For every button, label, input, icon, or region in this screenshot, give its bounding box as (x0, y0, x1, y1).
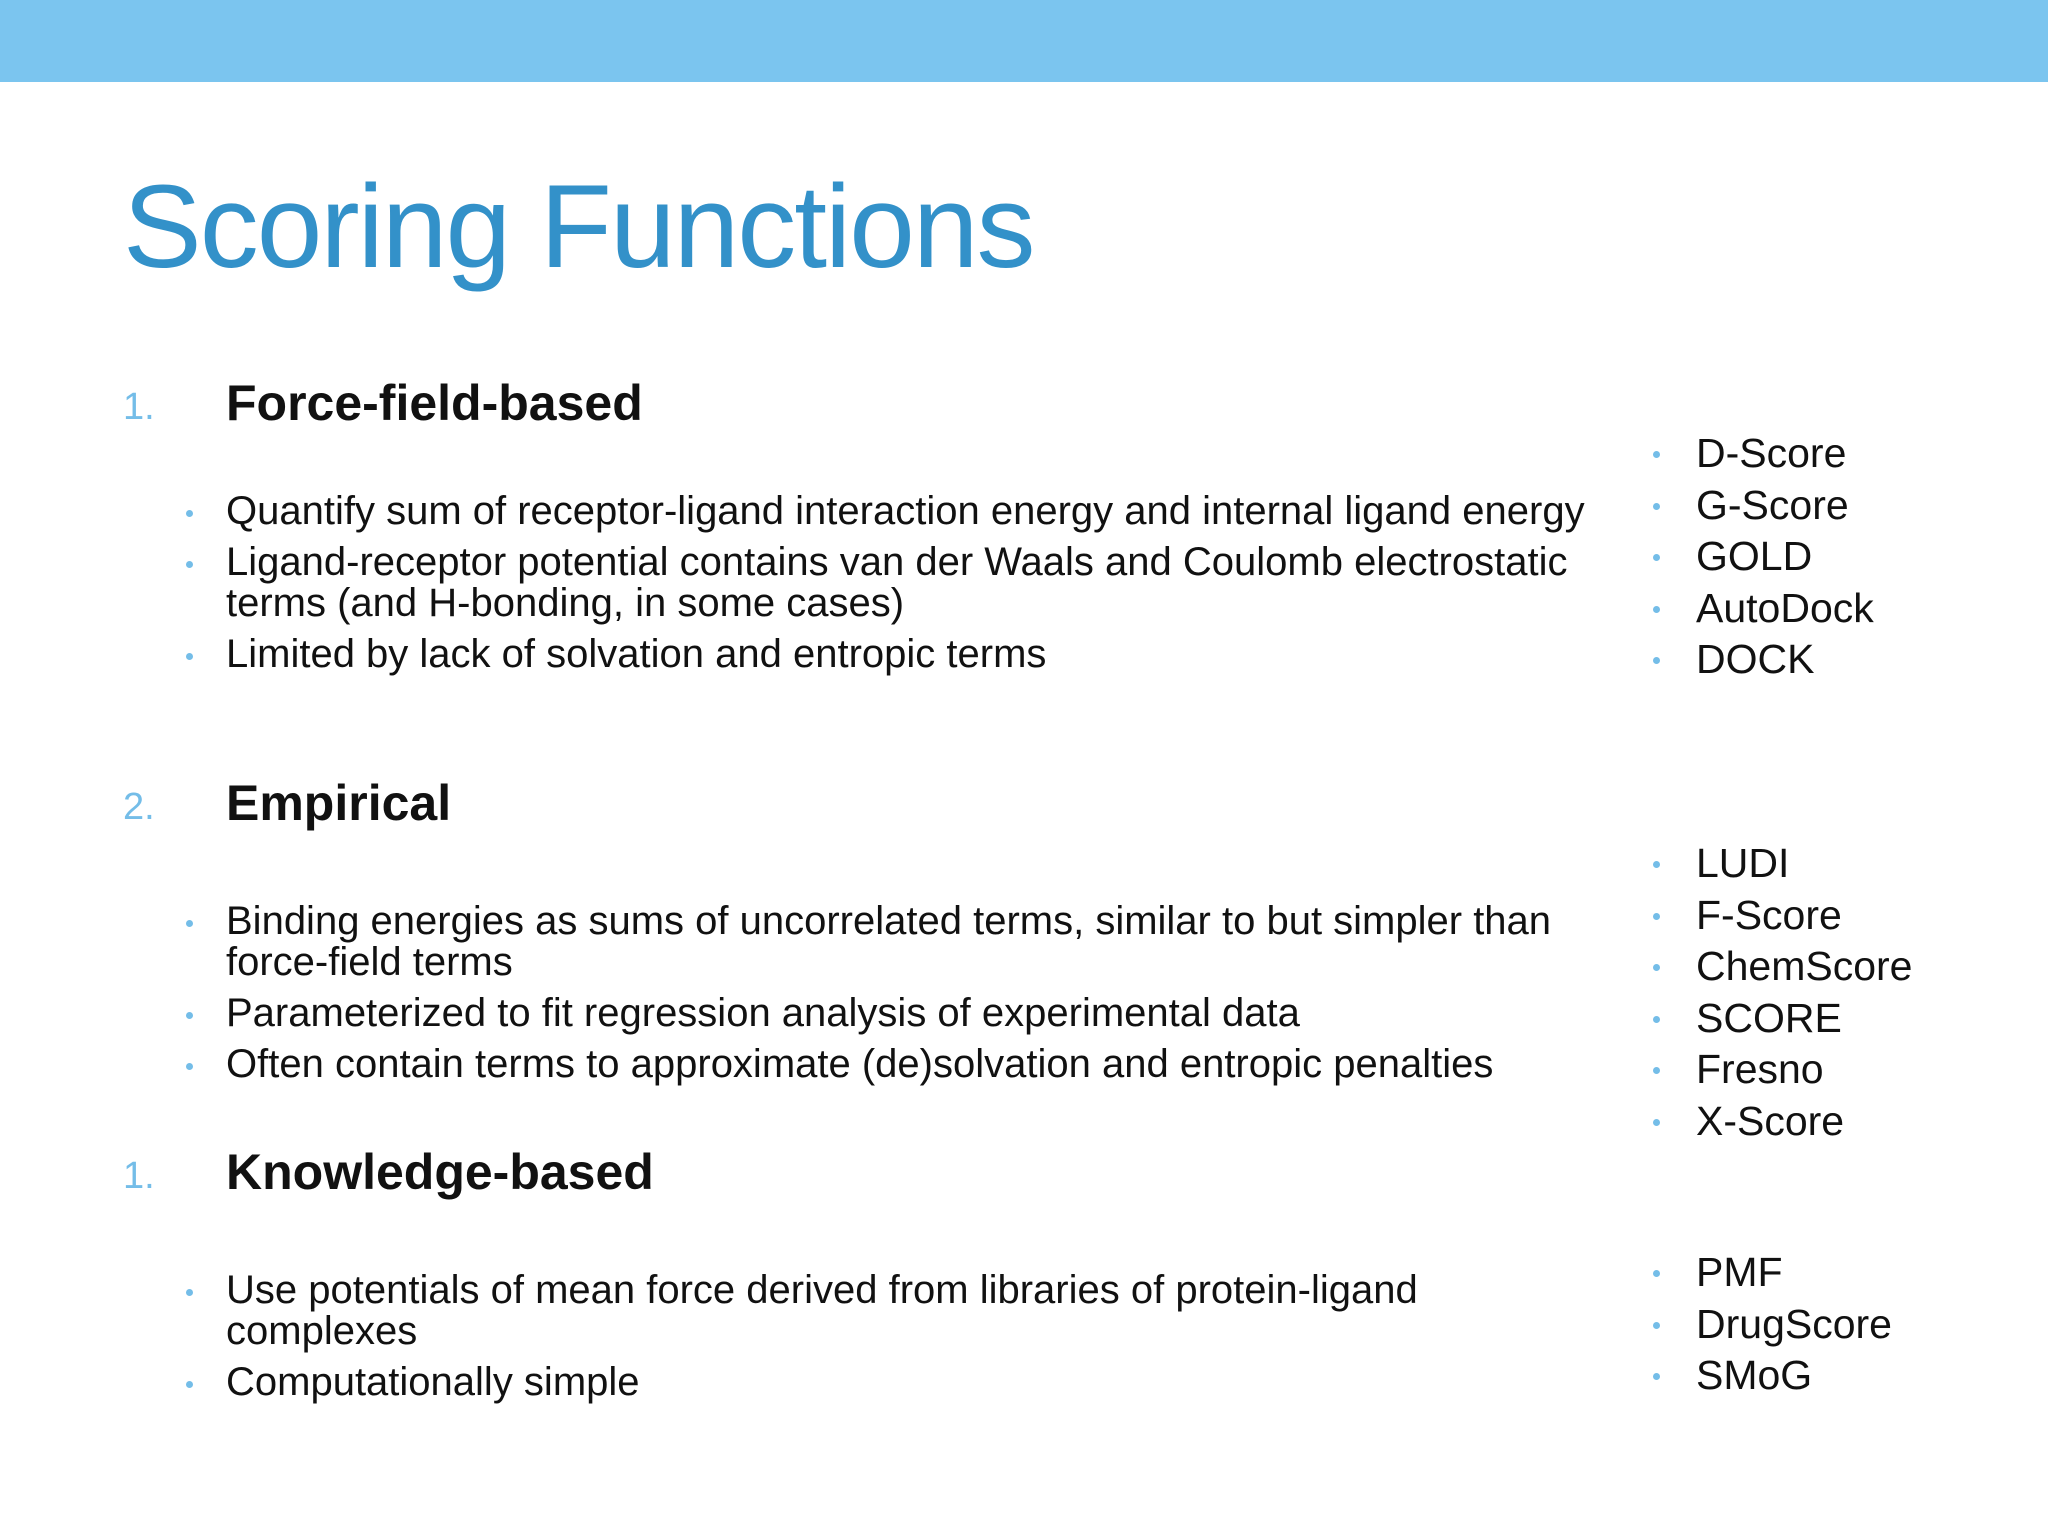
list-item: Limited by lack of solvation and entropic terms (180, 634, 1600, 675)
bullet-dot-icon (186, 920, 193, 927)
bullet-dot-icon (186, 1063, 193, 1070)
list-item: LUDI (1648, 838, 2028, 890)
bullet-dot-icon (1653, 606, 1660, 613)
section-number: 2. (123, 786, 155, 828)
section-title: Empirical (226, 775, 452, 831)
bullet-dot-icon (1653, 503, 1660, 510)
bullet-dot-icon (1653, 861, 1660, 868)
bullet-dot-icon (186, 1012, 193, 1019)
bullet-dot-icon (186, 1289, 193, 1296)
bullet-dot-icon (1653, 1119, 1660, 1126)
bullet-dot-icon (1653, 1322, 1660, 1329)
section-title: Force-field-based (226, 375, 643, 431)
force-field-examples (1648, 428, 2028, 686)
knowledge-based-bullets (180, 1270, 1600, 1413)
section-number: 1. (123, 386, 155, 428)
list-item: Fresno (1648, 1044, 2028, 1096)
bullet-dot-icon (186, 653, 193, 660)
list-item: X-Score (1648, 1096, 2028, 1148)
bullet-dot-icon (1653, 1270, 1660, 1277)
bullet-dot-icon (1653, 964, 1660, 971)
list-item: PMF (1648, 1247, 2028, 1299)
bullet-dot-icon (1653, 913, 1660, 920)
list-item: F-Score (1648, 890, 2028, 942)
bullet-dot-icon (1653, 451, 1660, 458)
bullet-dot-icon (186, 1381, 193, 1388)
list-item: GOLD (1648, 531, 2028, 583)
section-empirical (123, 773, 1523, 833)
list-item: Computationally simple (180, 1362, 1600, 1403)
section-force-field (123, 373, 1523, 433)
knowledge-based-examples (1648, 1247, 2028, 1402)
list-item: Ligand-receptor potential contains van der Waals and Coulomb electrostatic terms (and H-bonding, in some cases) (180, 542, 1600, 624)
bullet-dot-icon (186, 510, 193, 517)
empirical-bullets (180, 901, 1600, 1095)
empirical-examples (1648, 838, 2028, 1147)
bullet-dot-icon (1653, 1373, 1660, 1380)
list-item: DrugScore (1648, 1299, 2028, 1351)
section-knowledge-based (123, 1142, 1523, 1202)
bullet-dot-icon (1653, 1016, 1660, 1023)
list-item: SCORE (1648, 993, 2028, 1045)
force-field-bullets (180, 491, 1600, 685)
bullet-dot-icon (1653, 1067, 1660, 1074)
bullet-dot-icon (186, 561, 193, 568)
list-item: SMoG (1648, 1350, 2028, 1402)
list-item: Parameterized to fit regression analysis of experimental data (180, 993, 1600, 1034)
list-item: Quantify sum of receptor-ligand interaction energy and internal ligand energy (180, 491, 1600, 532)
list-item: ChemScore (1648, 941, 2028, 993)
list-item: Use potentials of mean force derived from libraries of protein-ligand complexes (180, 1270, 1600, 1352)
section-number: 1. (123, 1155, 155, 1197)
section-title: Knowledge-based (226, 1144, 654, 1200)
slide-title: Scoring Functions (123, 161, 1034, 293)
top-accent-bar (0, 0, 2048, 82)
list-item: AutoDock (1648, 583, 2028, 635)
list-item: G-Score (1648, 480, 2028, 532)
bullet-dot-icon (1653, 554, 1660, 561)
list-item: Often contain terms to approximate (de)solvation and entropic penalties (180, 1044, 1600, 1085)
list-item: DOCK (1648, 634, 2028, 686)
bullet-dot-icon (1653, 657, 1660, 664)
list-item: D-Score (1648, 428, 2028, 480)
list-item: Binding energies as sums of uncorrelated terms, similar to but simpler than force-field terms (180, 901, 1600, 983)
